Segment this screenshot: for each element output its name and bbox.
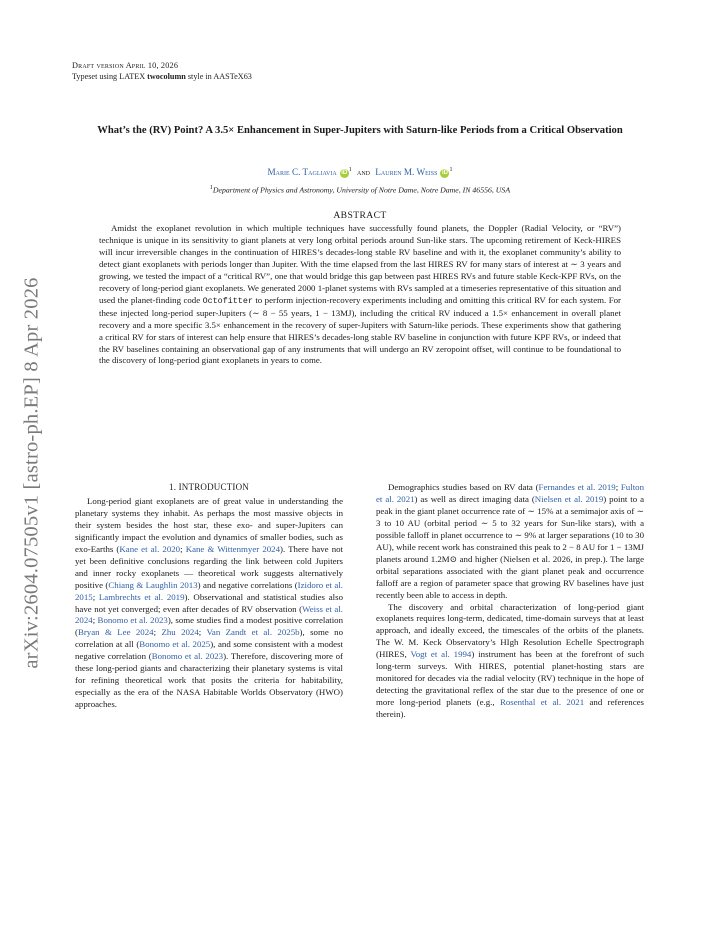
intro-paragraph [376,602,644,722]
citation-link[interactable]: Kane et al. 2020 [119,543,181,554]
citation-link[interactable]: Fernandes et al. 2019 [538,482,616,492]
draft-line: Draft version April 10, 2026 [72,61,179,70]
orcid-icon[interactable]: iD [441,170,448,177]
paragraph-text: ) as well as direct imaging data ( [414,493,535,504]
citation-link[interactable]: Bonomo et al. 2023 [151,651,224,662]
paragraph-text: ), some studies find a modest positive correlation ( [75,615,344,638]
author-list [72,164,648,178]
arxiv-id[interactable]: arXiv:2604.07505v1 [astro-ph.EP] 8 Apr 2026 [20,277,43,669]
paragraph-text: Long-period giant exoplanets are of great value in understanding the planetary systems they inhabit. As perhaps the most massive objects in their system besides the host star, these exo- and super-Jupiters can significantly impact the evolution and dynamics of smaller bodies, such as exo-Earths ( [75,495,343,554]
paragraph-text: ) point to a peak in the giant planet occurrence rate of ∼ 15% at a semimajor axis of ∼ 3 to 10 AU (orbital period ∼ 5 to 32 years for Sun-like stars), with a possible falloff in planet occurrence to ∼ 9% at larger separations (10 to 30 AU), while recent work has constrained this peak to 2 − 8 AU for 1 − 13MJ planets around 1.2M⊙ and higher (Nielsen et al. 2026, in prep.). The large orbital separations associated with the giant planet peak and occurrence falloff are a region of parameter space that growing RV baselines have just recently been able to access in depth. [376,493,645,600]
paragraph-text: ; [180,543,186,554]
citation-link[interactable]: Van Zandt et al. 2025b [206,627,300,638]
citation-link[interactable]: Nielsen et al. 2019 [534,493,604,504]
typeset-line [72,71,252,82]
paragraph-text: ), and some consistent with a modest negative correlation ( [75,639,343,662]
affiliation-num: 1 [209,185,213,191]
abstract-heading: ABSTRACT [333,210,387,221]
paragraph-text: ; [153,627,162,638]
citation-link[interactable]: Bonomo et al. 2023 [97,615,168,626]
author-name[interactable]: Marie C. Tagliavia [267,167,337,178]
citation-link[interactable]: Rosenthal et al. 2021 [499,697,585,708]
abstract-text: to perform injection-recovery experiments including and omitting this critical RV for each system. For these injected long-period super-Jupiters (∼ 8 − 55 years, 1 − 13MJ), including the critical RV induced a 1.5× enhancement in overall planet recovery and a more specific 3.5× enhancement in the recovery of super-Jupiters with Saturn-like periods. These experiments show that gathering a critical RV for stars of interest can help ensure that HIRES’s decades-long stable RV baseline in conjunction with future KPF RVs, or indeed that the RV baselines containing an observational gap of any instruments that will undergo an RV zeropoint offset, will continue to be foundational to the discovery of long-period giant exoplanets in years to come. [99,294,622,366]
typeset-prefix: Typeset using [72,72,120,81]
paragraph-text: ). Therefore, discovering more of these long-period giants and characterizing their planetary systems is vital for refining theoretical work that posits the criteria for habitability, especially as the era of the NASA Habitable Worlds Observatory (HWO) approaches. [75,651,343,710]
left-column [75,482,343,711]
affiliation-text: Department of Physics and Astronomy, University of Notre Dame, Notre Dame, IN 46556, USA [212,185,511,195]
citation-link[interactable]: Chiang & Laughlin 2013 [108,579,198,590]
latex-logo: LATEX [119,72,146,81]
paragraph-text: ). There have not yet been definitive conclusions regarding the link between cold Jupiters and inner rocky exoplanets — theoretical work suggests alternatively positive ( [75,543,343,590]
paragraph-text: ; [615,482,621,492]
citation-link[interactable]: Weiss et al. 2024 [75,603,343,626]
paragraph-text: ; [92,591,99,602]
citation-link[interactable]: Lambrechts et al. 2019 [98,591,185,602]
affiliation [72,183,648,196]
abstract-body [99,223,621,367]
citation-link[interactable]: Bonomo et al. 2025 [139,639,211,650]
author-name[interactable]: Lauren M. Weiss [375,167,438,178]
paragraph-text: Demographics studies based on RV data ( [388,482,539,492]
typeset-suffix: style in AASTeX63 [185,72,252,81]
citation-link[interactable]: Vogt et al. 1994 [410,649,472,660]
paragraph-text: ; [92,615,98,626]
intro-paragraph [376,482,644,602]
paragraph-text: ), some no correlation at all ( [75,627,344,650]
citation-link[interactable]: Bryan & Lee 2024 [77,627,154,638]
abstract-text: Amidst the exoplanet revolution in which multiple techniques have successfully found planets, the Doppler (Radial Velocity, or “RV”) technique is unique in its sensitivity to giant planets at very long orbital periods around Sun-like stars. The upcoming retirement of Keck-HIRES will incur irreversible changes in the continuation of HIRES’s decades-long stable RV baseline and with it, the exoplanet community’s ability to detect giant exoplanets with periods longer than Jupiter. With the time elapsed from the last HIRES RV for many stars of interest at ∼ 3 years and growing, we tested the impact of a “critical RV”, one that would bridge this gap between past HIRES RVs and future stable Keck-KPF RVs, on the recovery of long-period giant exoplanets. We generated 2000 1-planet systems with RVs sampled at a timeseries representative of this situation and used the planet-finding code [99,223,621,305]
author-conjunction: and [357,167,370,178]
paragraph-text: ) instrument has been at the forefront of such long-term surveys. With HIRES, potential planet-hosting stars are monitored for decades via the radial velocity (RV) technique in the hope of detecting the gravitational reflex of the star due to the presence of one or more long-period planets (e.g., [376,649,644,708]
author-affil-num: 1 [449,167,453,173]
citation-link[interactable]: Fulton et al. 2021 [376,482,644,504]
arxiv-stamp [14,238,50,708]
paragraph-text: ) and negative correlations ( [197,579,298,590]
paragraph-text: ; [198,627,207,638]
section-heading: 1. INTRODUCTION [169,482,249,492]
orcid-icon[interactable]: iD [341,170,348,177]
paper-title: What’s the (RV) Point? A 3.5× Enhancement in Super-Jupiters with Saturn-like Periods from a Critical Observation [97,125,623,136]
right-column [376,482,644,721]
paragraph-text: ). Observational and statistical studies also have not yet converged; even after decades of RV observation ( [75,591,343,614]
paragraph-text: The discovery and orbital characterization of long-period giant exoplanets requires long-term, dedicated, time-domain surveys that at least approach, and ideally exceed, the timescales of the orbits of the planets. The W. M. Keck Observatory’s HIgh Resolution Echelle Spectrograph (HIRES, [376,601,644,660]
citation-link[interactable]: Kane & Wittenmyer 2024 [185,543,281,554]
author-affil-num: 1 [348,167,352,173]
citation-link[interactable]: Zhu 2024 [161,627,199,638]
paragraph-text: and references therein). [376,697,644,720]
intro-paragraph [75,496,343,711]
typeset-style: twocolumn [147,72,186,81]
code-name: Octofitter [202,295,253,306]
citation-link[interactable]: Izidoro et al. 2015 [75,579,344,602]
draft-header [72,60,252,82]
